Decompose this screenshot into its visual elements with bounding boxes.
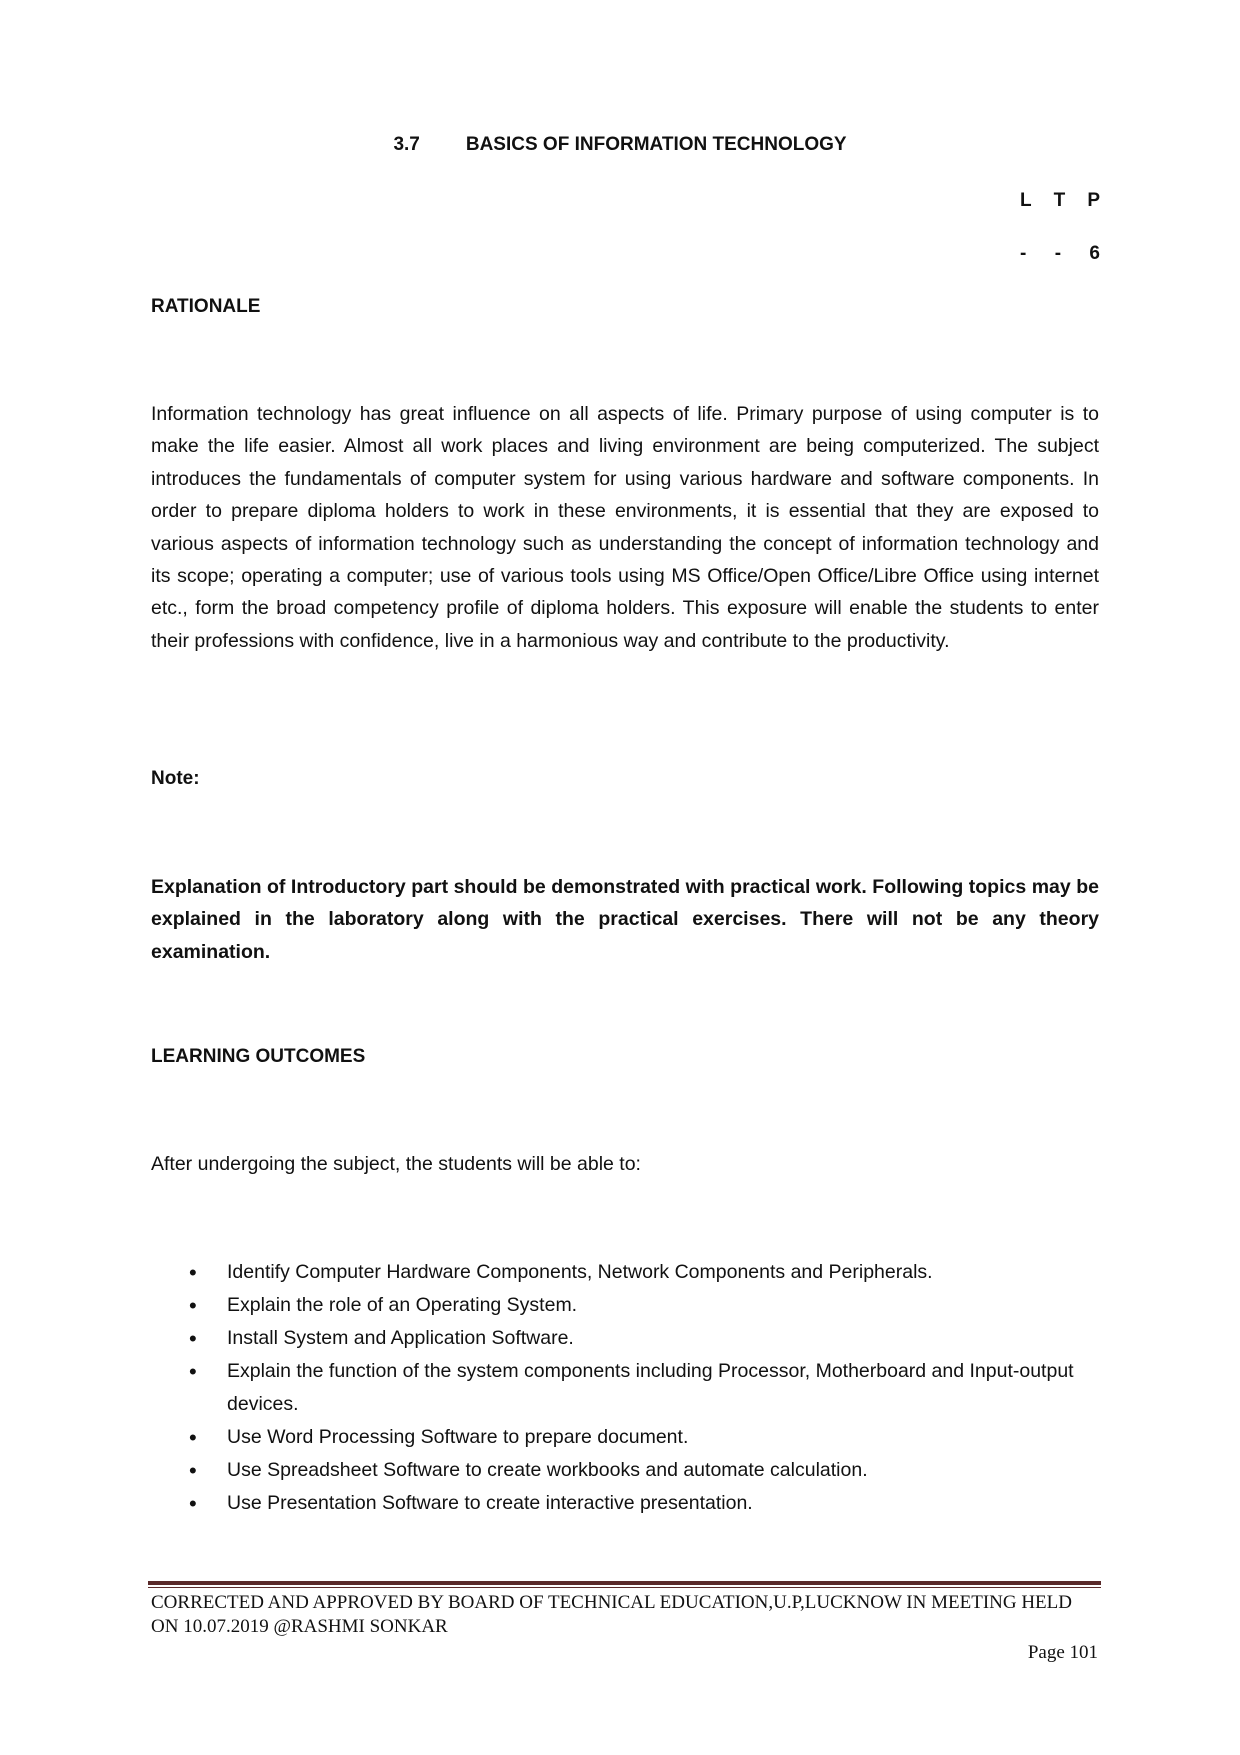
footer-approval-text: CORRECTED AND APPROVED BY BOARD OF TECHNICAL EDUCATION,U.P,LUCKNOW IN MEETING HELD ON 10.07.2019 @RASHMI SONKAR bbox=[151, 1592, 1072, 1637]
footer-rule-thin bbox=[148, 1587, 1101, 1588]
list-item: • Explain the role of an Operating System. bbox=[151, 1289, 1099, 1322]
ltp-header-p: P bbox=[1087, 190, 1100, 211]
note-paragraph: Explanation of Introductory part should be demonstrated with practical work. Following topics may be explained in the laboratory along with the practical exercises. There will not be any theory examination. bbox=[151, 876, 1099, 963]
ltp-header-t: T bbox=[1053, 190, 1066, 211]
list-item: • Explain the function of the system components including Processor, Motherboard and Input-output devices. bbox=[151, 1355, 1099, 1421]
section-number: 3.7 bbox=[393, 134, 420, 155]
section-title bbox=[0, 134, 1240, 156]
rationale-paragraph: Information technology has great influence on all aspects of life. Primary purpose of using computer is to make the life easier. Almost all work places and living environment are being computerized. The subject introduces the fundamentals of computer system for using various hardware and software components. In order to prepare diploma holders to work in these environments, it is essential that they are exposed to various aspects of information technology such as understanding the concept of information technology and its scope; operating a computer; use of various tools using MS Office/Open Office/Libre Office using internet etc., form the broad competency profile of diploma holders. This exposure will enable the students to enter their professions with confidence, live in a harmonious way and contribute to the productivity. bbox=[151, 403, 1099, 652]
ltp-value-l: - bbox=[1020, 243, 1027, 264]
page-number: Page 101 bbox=[1027, 1642, 1098, 1663]
list-item: • Install System and Application Software. bbox=[151, 1322, 1099, 1355]
note-heading: Note: bbox=[151, 768, 200, 789]
ltp-value-row bbox=[1020, 243, 1100, 265]
learning-outcomes-intro: After undergoing the subject, the students will be able to: bbox=[151, 1153, 641, 1175]
learning-outcomes-heading: LEARNING OUTCOMES bbox=[151, 1046, 366, 1067]
list-item: • Use Word Processing Software to prepare document. bbox=[151, 1421, 1099, 1454]
rationale-heading: RATIONALE bbox=[151, 296, 261, 317]
ltp-header-l: L bbox=[1020, 190, 1032, 211]
list-item: • Identify Computer Hardware Components, Network Components and Peripherals. bbox=[151, 1256, 1099, 1289]
list-item: • Use Presentation Software to create interactive presentation. bbox=[151, 1487, 1099, 1520]
ltp-value-t: - bbox=[1054, 243, 1062, 264]
ltp-value-p: 6 bbox=[1089, 243, 1100, 264]
ltp-header-row bbox=[1020, 190, 1100, 212]
footer-rule bbox=[148, 1581, 1101, 1585]
list-item: • Use Spreadsheet Software to create workbooks and automate calculation. bbox=[151, 1454, 1099, 1487]
learning-outcomes-list bbox=[151, 1256, 1099, 1520]
section-title-text: BASICS OF INFORMATION TECHNOLOGY bbox=[465, 134, 847, 155]
